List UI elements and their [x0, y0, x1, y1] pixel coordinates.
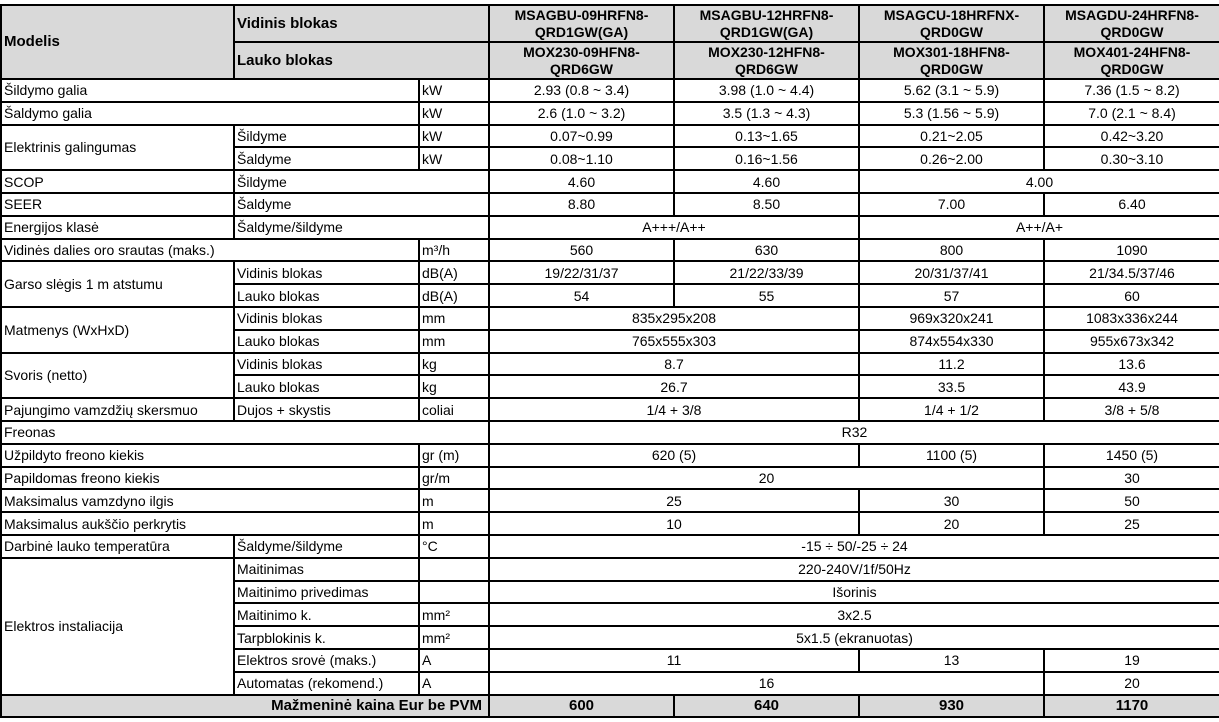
outdoor-model: MOX301-18HFN8-QRD0GW	[859, 42, 1044, 79]
cell-value: 874x554x330	[859, 330, 1044, 353]
cell-value: 8.7	[489, 353, 859, 376]
row-sublabel: Lauko blokas	[234, 375, 419, 398]
row-unit: kW	[419, 125, 489, 148]
cell-value: 33.5	[859, 375, 1044, 398]
row-unit: mm	[419, 307, 489, 330]
outdoor-unit-label: Lauko blokas	[234, 42, 489, 79]
table-row	[1, 353, 1219, 376]
cell-value: 560	[489, 239, 674, 262]
row-label: Šildymo galia	[1, 79, 419, 102]
cell-value: 20	[1044, 672, 1219, 695]
cell-value: 620 (5)	[489, 444, 859, 467]
row-label: Maksimalus vamzdyno ilgis	[1, 489, 419, 512]
row-sublabel: Automatas (rekomend.)	[234, 672, 419, 695]
cell-value: 20	[859, 512, 1044, 535]
row-sublabel: Dujos + skystis	[234, 398, 419, 421]
row-sublabel: Šildyme	[234, 170, 489, 193]
cell-value: -15 ÷ 50/-25 ÷ 24	[489, 535, 1219, 558]
header-row-indoor	[1, 5, 1219, 42]
indoor-model: MSAGCU-18HRFNX-QRD0GW	[859, 5, 1044, 42]
row-sublabel: Maitinimo privedimas	[234, 581, 419, 604]
table-row	[1, 535, 1219, 558]
table-row	[1, 193, 1219, 216]
cell-value: 11.2	[859, 353, 1044, 376]
row-unit: kW	[419, 147, 489, 170]
cell-value: 11	[489, 649, 859, 672]
row-unit: kg	[419, 353, 489, 376]
row-label: Pajungimo vamzdžių skersmuo	[1, 398, 234, 421]
cell-value: 5.3 (1.56 ~ 5.9)	[859, 102, 1044, 125]
row-unit: dB(A)	[419, 261, 489, 284]
row-label: Papildomas freono kiekis	[1, 467, 419, 490]
cell-value: 0.13~1.65	[674, 125, 859, 148]
price-row	[1, 695, 1219, 718]
cell-value: 0.21~2.05	[859, 125, 1044, 148]
row-unit: m³/h	[419, 239, 489, 262]
price-value: 930	[859, 695, 1044, 718]
row-unit: m	[419, 489, 489, 512]
table-row	[1, 216, 1219, 239]
row-unit: mm	[419, 330, 489, 353]
cell-value: 7.36 (1.5 ~ 8.2)	[1044, 79, 1219, 102]
cell-value: 220-240V/1f/50Hz	[489, 558, 1219, 581]
cell-value: 20/31/37/41	[859, 261, 1044, 284]
cell-value: 10	[489, 512, 859, 535]
row-unit: gr (m)	[419, 444, 489, 467]
table-row	[1, 307, 1219, 330]
cell-value: 8.50	[674, 193, 859, 216]
cell-value: 765x555x303	[489, 330, 859, 353]
cell-value: 1090	[1044, 239, 1219, 262]
price-label: Mažmeninė kaina Eur be PVM	[1, 695, 489, 718]
outdoor-model: MOX230-12HFN8-QRD6GW	[674, 42, 859, 79]
row-label: Svoris (netto)	[1, 353, 234, 399]
table-row	[1, 239, 1219, 262]
cell-value: 630	[674, 239, 859, 262]
row-unit: mm²	[419, 626, 489, 649]
cell-value: 6.40	[1044, 193, 1219, 216]
row-sublabel: Vidinis blokas	[234, 307, 419, 330]
table-row	[1, 558, 1219, 581]
row-label: Garso slėgis 1 m atstumu	[1, 261, 234, 307]
cell-value: 0.08~1.10	[489, 147, 674, 170]
cell-value: 21/34.5/37/46	[1044, 261, 1219, 284]
table-row	[1, 125, 1219, 148]
cell-value: 835x295x208	[489, 307, 859, 330]
row-unit: coliai	[419, 398, 489, 421]
table-row	[1, 489, 1219, 512]
row-unit: mm²	[419, 603, 489, 626]
cell-value: R32	[489, 421, 1219, 444]
table-row	[1, 444, 1219, 467]
row-label: Elektros instaliacija	[1, 558, 234, 695]
table-row	[1, 102, 1219, 125]
cell-value: 13	[859, 649, 1044, 672]
row-sublabel: Šaldyme	[234, 147, 419, 170]
row-sublabel: Šaldyme/šildyme	[234, 216, 489, 239]
price-value: 640	[674, 695, 859, 718]
row-sublabel: Vidinis blokas	[234, 353, 419, 376]
cell-value: 3/8 + 5/8	[1044, 398, 1219, 421]
row-label: Elektrinis galingumas	[1, 125, 234, 171]
row-sublabel: Šaldyme	[234, 193, 489, 216]
cell-value: 0.07~0.99	[489, 125, 674, 148]
row-unit: °C	[419, 535, 489, 558]
cell-value: 0.16~1.56	[674, 147, 859, 170]
row-unit: dB(A)	[419, 284, 489, 307]
cell-value: 3.5 (1.3 ~ 4.3)	[674, 102, 859, 125]
table-row	[1, 170, 1219, 193]
price-value: 600	[489, 695, 674, 718]
table-row	[1, 467, 1219, 490]
row-sublabel: Lauko blokas	[234, 284, 419, 307]
cell-value: 8.80	[489, 193, 674, 216]
cell-value: 20	[489, 467, 1044, 490]
cell-value: Išorinis	[489, 581, 1219, 604]
cell-value: 5x1.5 (ekranuotas)	[489, 626, 1219, 649]
indoor-model: MSAGBU-12HRFN8-QRD1GW(GA)	[674, 5, 859, 42]
row-sublabel: Tarpblokinis k.	[234, 626, 419, 649]
cell-value: 43.9	[1044, 375, 1219, 398]
row-sublabel: Šildyme	[234, 125, 419, 148]
row-unit: gr/m	[419, 467, 489, 490]
cell-value: 0.42~3.20	[1044, 125, 1219, 148]
row-label: SCOP	[1, 170, 234, 193]
row-label: Vidinės dalies oro srautas (maks.)	[1, 239, 419, 262]
row-sublabel: Maitinimas	[234, 558, 419, 581]
cell-value: 1/4 + 1/2	[859, 398, 1044, 421]
row-unit	[419, 581, 489, 604]
cell-value: 3.98 (1.0 ~ 4.4)	[674, 79, 859, 102]
cell-value: 60	[1044, 284, 1219, 307]
cell-value: 30	[859, 489, 1044, 512]
cell-value: A+++/A++	[489, 216, 859, 239]
cell-value: 13.6	[1044, 353, 1219, 376]
cell-value: 4.00	[859, 170, 1219, 193]
row-unit: A	[419, 672, 489, 695]
outdoor-model: MOX230-09HFN8-QRD6GW	[489, 42, 674, 79]
row-sublabel: Elektros srovė (maks.)	[234, 649, 419, 672]
row-label: Maksimalus aukščio perkrytis	[1, 512, 419, 535]
row-label: Energijos klasė	[1, 216, 234, 239]
row-label: Matmenys (WxHxD)	[1, 307, 234, 353]
row-label: Darbinė lauko temperatūra	[1, 535, 234, 558]
row-unit: kg	[419, 375, 489, 398]
cell-value: 16	[489, 672, 1044, 695]
cell-value: 19/22/31/37	[489, 261, 674, 284]
cell-value: A++/A+	[859, 216, 1219, 239]
spec-table	[0, 4, 1219, 718]
cell-value: 54	[489, 284, 674, 307]
indoor-unit-label: Vidinis blokas	[234, 5, 489, 42]
cell-value: 1100 (5)	[859, 444, 1044, 467]
cell-value: 0.26~2.00	[859, 147, 1044, 170]
row-unit: kW	[419, 102, 489, 125]
table-row	[1, 79, 1219, 102]
cell-value: 4.60	[674, 170, 859, 193]
row-sublabel: Lauko blokas	[234, 330, 419, 353]
cell-value: 57	[859, 284, 1044, 307]
indoor-model: MSAGBU-09HRFN8-QRD1GW(GA)	[489, 5, 674, 42]
row-sublabel: Maitinimo k.	[234, 603, 419, 626]
row-label: Freonas	[1, 421, 489, 444]
cell-value: 2.93 (0.8 ~ 3.4)	[489, 79, 674, 102]
cell-value: 30	[1044, 467, 1219, 490]
row-unit: m	[419, 512, 489, 535]
cell-value: 25	[489, 489, 859, 512]
row-unit	[419, 558, 489, 581]
table-row	[1, 398, 1219, 421]
row-label: Šaldymo galia	[1, 102, 419, 125]
cell-value: 7.00	[859, 193, 1044, 216]
cell-value: 55	[674, 284, 859, 307]
cell-value: 0.30~3.10	[1044, 147, 1219, 170]
outdoor-model: MOX401-24HFN8-QRD0GW	[1044, 42, 1219, 79]
cell-value: 50	[1044, 489, 1219, 512]
cell-value: 2.6 (1.0 ~ 3.2)	[489, 102, 674, 125]
row-sublabel: Šaldyme/šildyme	[234, 535, 419, 558]
table-row	[1, 261, 1219, 284]
cell-value: 7.0 (2.1 ~ 8.4)	[1044, 102, 1219, 125]
indoor-model: MSAGDU-24HRFN8-QRD0GW	[1044, 5, 1219, 42]
cell-value: 25	[1044, 512, 1219, 535]
cell-value: 1450 (5)	[1044, 444, 1219, 467]
cell-value: 26.7	[489, 375, 859, 398]
cell-value: 1083x336x244	[1044, 307, 1219, 330]
model-label: Modelis	[1, 5, 234, 79]
cell-value: 5.62 (3.1 ~ 5.9)	[859, 79, 1044, 102]
cell-value: 955x673x342	[1044, 330, 1219, 353]
cell-value: 1/4 + 3/8	[489, 398, 859, 421]
row-label: Užpildyto freono kiekis	[1, 444, 419, 467]
cell-value: 3x2.5	[489, 603, 1219, 626]
row-unit: A	[419, 649, 489, 672]
price-value: 1170	[1044, 695, 1219, 718]
cell-value: 800	[859, 239, 1044, 262]
cell-value: 969x320x241	[859, 307, 1044, 330]
table-row	[1, 421, 1219, 444]
cell-value: 4.60	[489, 170, 674, 193]
row-unit: kW	[419, 79, 489, 102]
row-sublabel: Vidinis blokas	[234, 261, 419, 284]
table-row	[1, 512, 1219, 535]
cell-value: 19	[1044, 649, 1219, 672]
row-label: SEER	[1, 193, 234, 216]
cell-value: 21/22/33/39	[674, 261, 859, 284]
